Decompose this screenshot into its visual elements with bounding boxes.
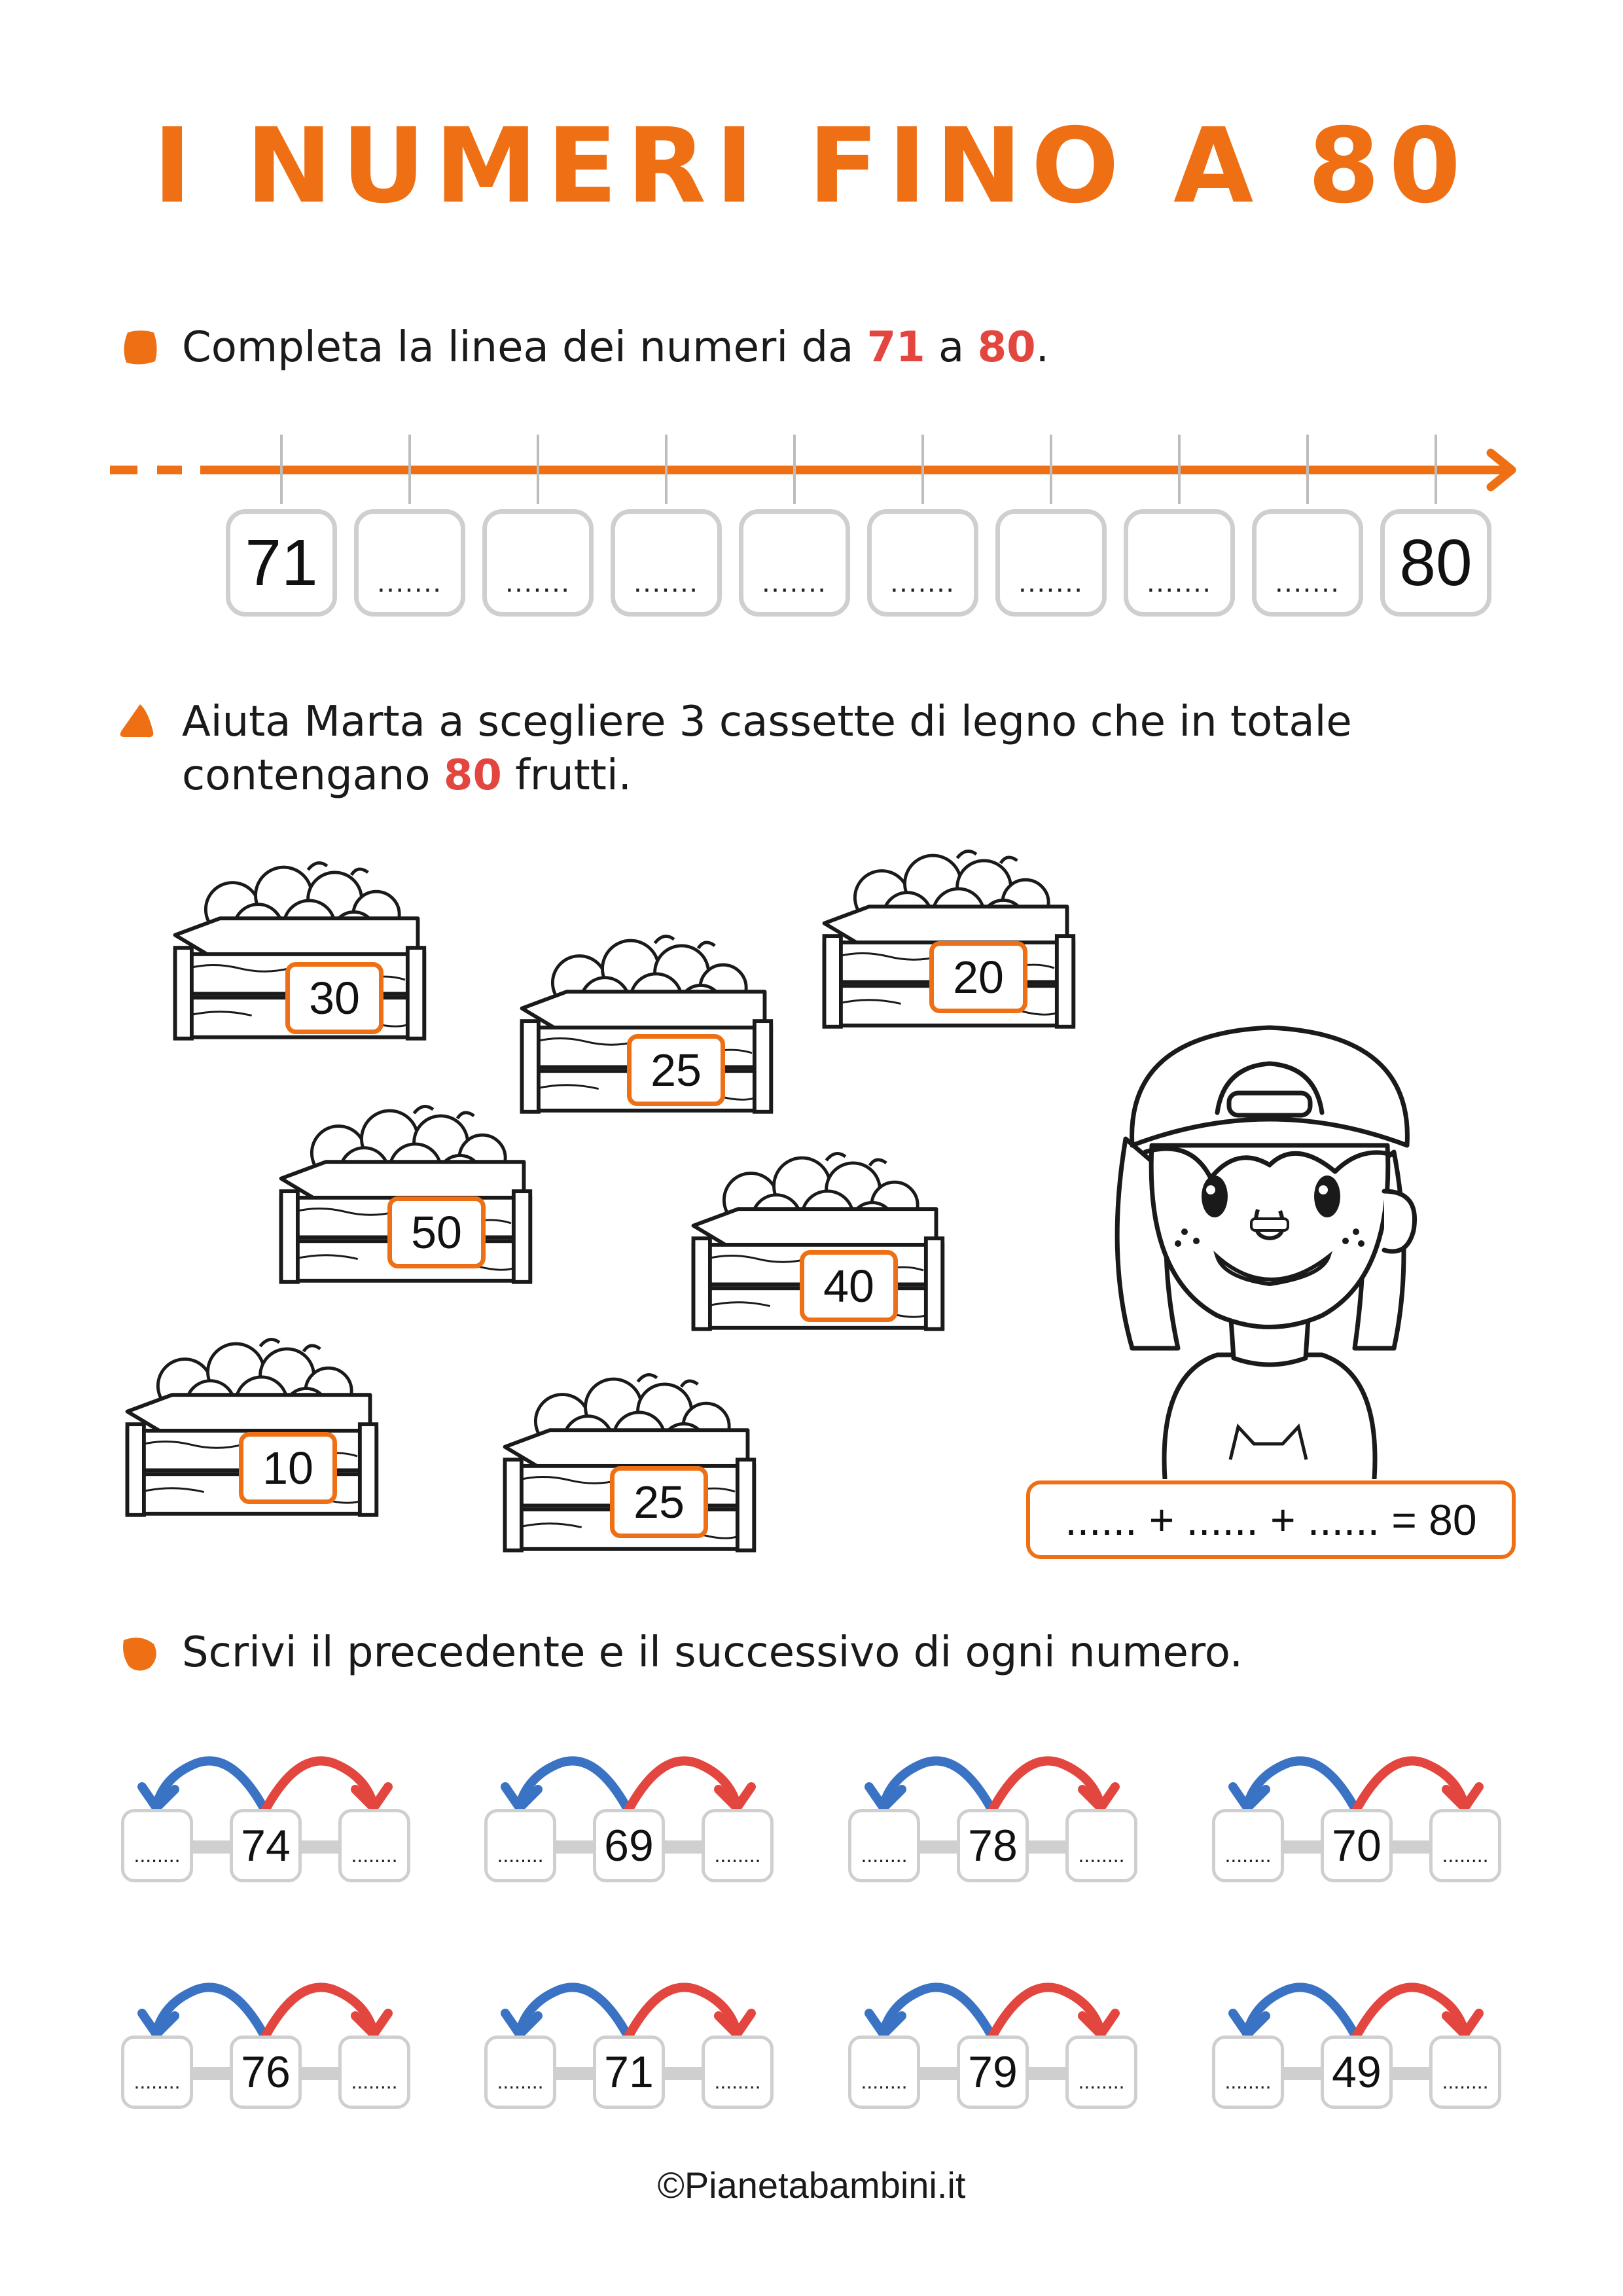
predecessor-field[interactable]	[848, 1809, 920, 1882]
number-line	[105, 425, 1531, 504]
given-number: 76	[230, 2036, 302, 2109]
footer-copyright: ©Pianetabambini.it	[657, 2164, 966, 2206]
fruit-crate[interactable]	[268, 1100, 537, 1283]
predecessor-field[interactable]	[121, 1809, 193, 1882]
exercise3-instruction: Scrivi il precedente e il successivo di ogni numero.	[182, 1628, 1243, 1677]
prev-next-widget	[848, 1950, 1143, 2121]
crate-count: 25	[627, 1034, 725, 1106]
page-title: I NUMERI FINO A 80	[152, 106, 1471, 226]
prev-next-widget	[1212, 1724, 1507, 1894]
number-box-blank[interactable]	[611, 509, 722, 617]
exercise2-instruction	[182, 695, 1352, 802]
blank-dots: ........	[497, 1843, 544, 1867]
blank-dots: ........	[351, 1843, 398, 1867]
fruit-crate[interactable]	[162, 856, 431, 1039]
exercise1-instruction: Completa la linea dei numeri da 71 a 80.	[182, 323, 1049, 372]
blank-dots: ........	[861, 1843, 908, 1867]
blank-dots: ........	[134, 2070, 181, 2093]
number-box-blank[interactable]	[1124, 509, 1235, 617]
blank-dots: ........	[1078, 2070, 1125, 2093]
blank-dots: .......	[1018, 566, 1084, 598]
prev-next-widget	[121, 1950, 416, 2121]
sum-equation-box[interactable]: ...... + ...... + ...... = 80	[1026, 1480, 1516, 1559]
blank-dots: ........	[351, 2070, 398, 2093]
number-value: 71	[245, 526, 318, 600]
blank-dots: ........	[714, 1843, 761, 1867]
blank-dots: .......	[890, 566, 955, 598]
number-box-first	[226, 509, 337, 617]
successor-field[interactable]	[1429, 1809, 1501, 1882]
given-number: 49	[1321, 2036, 1393, 2109]
predecessor-field[interactable]	[1212, 2036, 1284, 2109]
prev-next-widget	[848, 1724, 1143, 1894]
given-number: 79	[957, 2036, 1029, 2109]
number-box-blank[interactable]	[354, 509, 465, 617]
fruit-crate[interactable]	[681, 1147, 949, 1330]
blank-dots: .......	[762, 566, 827, 598]
blank-dots: .......	[505, 566, 571, 598]
prev-next-widget	[1212, 1950, 1507, 2121]
blank-dots: ........	[1224, 2070, 1272, 2093]
successor-field[interactable]	[1065, 1809, 1137, 1882]
crate-count: 50	[387, 1196, 486, 1268]
number-box-last	[1380, 509, 1491, 617]
crate-count: 20	[929, 941, 1027, 1013]
predecessor-field[interactable]	[484, 1809, 556, 1882]
number-box-blank[interactable]	[995, 509, 1107, 617]
blank-dots: .......	[1147, 566, 1212, 598]
instruction-line: contengano 80 frutti.	[182, 751, 632, 800]
blank-dots: ........	[1442, 2070, 1489, 2093]
blank-dots: ........	[1078, 1843, 1125, 1867]
crate-count: 40	[800, 1250, 898, 1322]
bullet-triangle-icon	[118, 702, 156, 740]
number-box-blank[interactable]	[867, 509, 978, 617]
number-box-blank[interactable]	[739, 509, 850, 617]
prev-next-widget	[484, 1950, 779, 2121]
fruit-crate[interactable]	[509, 929, 777, 1113]
given-number: 78	[957, 1809, 1029, 1882]
successor-field[interactable]	[702, 1809, 774, 1882]
predecessor-field[interactable]	[1212, 1809, 1284, 1882]
crate-count: 25	[610, 1466, 708, 1538]
crate-count: 10	[239, 1432, 337, 1504]
successor-field[interactable]	[338, 1809, 410, 1882]
number-box-blank[interactable]	[482, 509, 594, 617]
fruit-crate[interactable]	[812, 844, 1080, 1028]
blank-dots: ........	[1224, 1843, 1272, 1867]
blank-dots: ........	[1442, 1843, 1489, 1867]
blank-dots: .......	[1275, 566, 1340, 598]
successor-field[interactable]	[702, 2036, 774, 2109]
prev-next-widget	[484, 1724, 779, 1894]
number-box-blank[interactable]	[1252, 509, 1363, 617]
blank-dots: ........	[497, 2070, 544, 2093]
predecessor-field[interactable]	[121, 2036, 193, 2109]
given-number: 71	[593, 2036, 665, 2109]
blank-dots: ........	[714, 2070, 761, 2093]
successor-field[interactable]	[1065, 2036, 1137, 2109]
given-number: 69	[593, 1809, 665, 1882]
bullet-leaf-icon	[121, 1635, 159, 1673]
blank-dots: .......	[377, 566, 442, 598]
given-number: 74	[230, 1809, 302, 1882]
predecessor-field[interactable]	[484, 2036, 556, 2109]
number-value: 80	[1399, 526, 1472, 600]
fruit-crate[interactable]	[115, 1333, 383, 1516]
fruit-crate[interactable]	[492, 1368, 760, 1551]
bullet-square-icon	[121, 329, 159, 367]
blank-dots: ........	[861, 2070, 908, 2093]
girl-marta-illustration	[1086, 982, 1453, 1479]
blank-dots: .......	[633, 566, 699, 598]
given-number: 70	[1321, 1809, 1393, 1882]
prev-next-widget	[121, 1724, 416, 1894]
crate-count: 30	[285, 962, 383, 1034]
instruction-line: Aiuta Marta a scegliere 3 cassette di legno che in totale	[182, 698, 1352, 746]
successor-field[interactable]	[1429, 2036, 1501, 2109]
blank-dots: ........	[134, 1843, 181, 1867]
predecessor-field[interactable]	[848, 2036, 920, 2109]
successor-field[interactable]	[338, 2036, 410, 2109]
